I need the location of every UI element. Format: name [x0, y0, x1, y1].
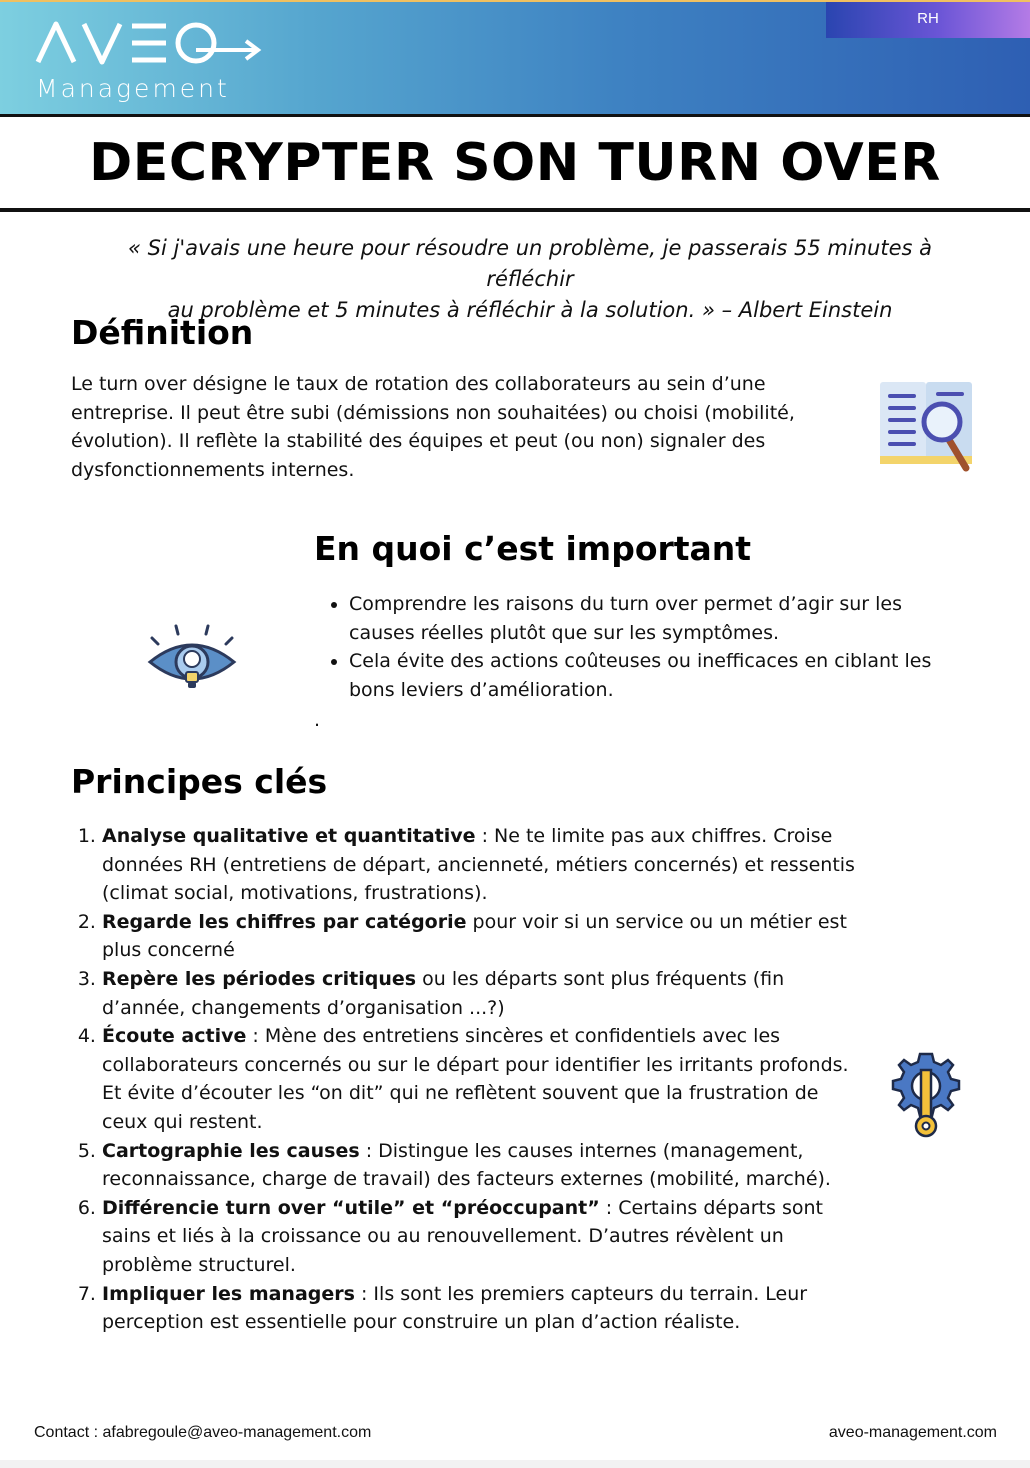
principle-title: Repère les périodes critiques — [102, 967, 417, 990]
list-item — [102, 1194, 862, 1280]
principle-text: pour voir si un service ou un métier est plus concerné — [102, 910, 847, 962]
principle-title: Analyse qualitative et quantitative — [102, 825, 476, 847]
list-item: • Cela évite des actions coûteuses ou inefficaces en ciblant les bons leviers d’amélioration. — [349, 647, 969, 704]
principle-text: : Ne te limite pas aux chiffres. Croise données RH (entretiens de départ, ancienneté, métiers concernés) et ressentis (climat social, motivations, frustrations). — [102, 825, 855, 905]
principle-title: Regarde les chiffres par catégorie — [102, 910, 467, 933]
important-bullets — [315, 590, 969, 704]
title-band — [0, 114, 1030, 212]
list-item — [102, 965, 862, 1022]
header-banner — [0, 0, 1030, 114]
quote-line-1: « Si j'avais une heure pour résoudre un problème, je passerais 55 minutes à réfléchir — [128, 236, 932, 291]
footer-contact: Contact : afabregoule@aveo-management.com — [34, 1424, 372, 1441]
principle-text: : Ils sont les premiers capteurs du terrain. Leur perception est essentielle pour construire un plan d’action réaliste. — [102, 1282, 808, 1334]
category-tag: RH — [826, 2, 1030, 38]
footer-strip — [0, 1460, 1030, 1468]
eye-lightbulb-icon — [146, 622, 238, 698]
principle-text: : Certains départs sont sains et liés à la croissance ou au renouvellement. D’autres révèlent un problème structurel. — [102, 1196, 823, 1276]
list-item: • Comprendre les raisons du turn over permet d’agir sur les causes réelles plutôt que sur les symptômes. — [349, 590, 969, 647]
principle-title: Écoute active — [102, 1025, 247, 1048]
list-item — [102, 822, 862, 908]
logo-wordmark: Management — [36, 74, 230, 103]
gear-key-icon — [884, 1050, 968, 1140]
page-title: DECRYPTER SON TURN OVER — [89, 133, 941, 193]
principles-list — [72, 822, 862, 1337]
book-magnifier-icon — [878, 378, 974, 474]
trailing-dot: . — [314, 709, 321, 731]
list-item — [102, 1280, 862, 1337]
principle-text: : Mène des entretiens sincères et confidentiels avec les collaborateurs concernés ou sur le départ pour identifier les irritants profonds. Et évite d’écouter les “on dit” qui ne reflètent souvent que la frustration de ceux qui restent. — [102, 1025, 849, 1133]
principle-title: Différencie turn over “utile” et “préoccupant” — [102, 1196, 600, 1219]
footer-website[interactable]: aveo-management.com — [828, 1424, 997, 1441]
principle-text: ou les départs sont plus fréquents (fin d’année, changements d’organisation ...?) — [102, 967, 785, 1019]
principle-title: Cartographie les causes — [102, 1139, 360, 1162]
important-heading: En quoi c’est important — [314, 529, 752, 568]
principles-heading: Principes clés — [71, 762, 328, 801]
quote-line-2: au problème et 5 minutes à réfléchir à la solution. » – Albert Einstein — [167, 298, 893, 322]
principle-title: Impliquer les managers — [102, 1282, 355, 1305]
list-item — [102, 908, 862, 965]
definition-text: Le turn over désigne le taux de rotation des collaborateurs au sein d’une entreprise. Il peut être subi (démissions non souhaitées) ou choisi (mobilité, évolution). Il reflète la stabilité des équipes et peut (ou non) signaler des dysfonctionnements internes. — [71, 373, 795, 481]
list-item — [102, 1022, 862, 1136]
list-item — [102, 1137, 862, 1194]
principle-text: : Distingue les causes internes (management, reconnaissance, charge de travail) des facteurs externes (mobilité, marché). — [102, 1139, 831, 1191]
definition-heading: Définition — [71, 313, 254, 352]
